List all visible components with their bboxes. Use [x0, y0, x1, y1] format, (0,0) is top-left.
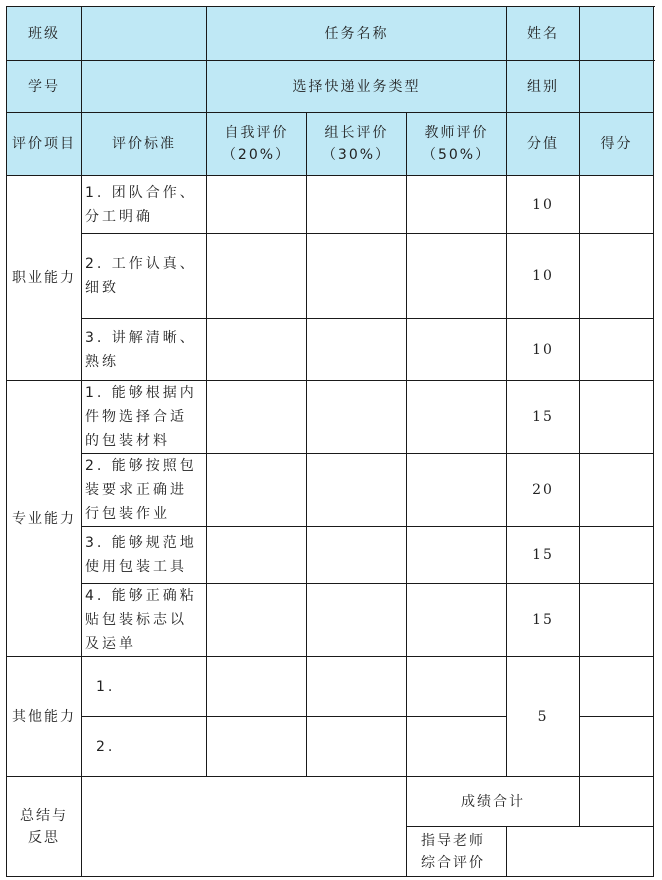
leader-eval-cell[interactable]	[307, 584, 407, 657]
summary-row-1	[7, 777, 654, 827]
section-name: 职业能力	[7, 176, 82, 381]
total-score-field[interactable]	[580, 777, 654, 827]
leader-eval-cell[interactable]	[307, 234, 407, 319]
leader-eval-cell[interactable]	[307, 454, 407, 527]
criteria-text: 1.	[82, 657, 207, 717]
col-leader-eval-title: 组长评价	[324, 125, 389, 141]
teacher-eval-cell[interactable]	[407, 584, 507, 657]
col-teacher-eval	[407, 113, 507, 176]
name-label: 姓名	[507, 7, 580, 61]
teacher-eval-cell[interactable]	[407, 319, 507, 381]
self-eval-cell[interactable]	[207, 234, 307, 319]
leader-eval-cell[interactable]	[307, 381, 407, 454]
name-value-field[interactable]	[580, 7, 654, 61]
criteria-text: 2.	[82, 717, 207, 777]
section-name: 专业能力	[7, 381, 82, 657]
table-row	[7, 657, 654, 717]
col-teacher-eval-title: 教师评价	[424, 125, 489, 141]
teacher-eval-cell[interactable]	[407, 717, 507, 777]
col-points: 分值	[507, 113, 580, 176]
points-value: 10	[507, 176, 580, 234]
criteria-text: 1. 团队合作、分工明确	[82, 176, 207, 234]
score-cell[interactable]	[580, 454, 654, 527]
summary-label-line1: 总结与	[20, 807, 68, 824]
header-row-2	[7, 61, 654, 113]
self-eval-cell[interactable]	[207, 657, 307, 717]
self-eval-cell[interactable]	[207, 454, 307, 527]
teacher-eval-cell[interactable]	[407, 176, 507, 234]
class-value-field[interactable]	[82, 7, 207, 61]
table-row	[7, 381, 654, 454]
score-cell[interactable]	[580, 527, 654, 584]
section-name: 其他能力	[7, 657, 82, 777]
col-criteria: 评价标准	[82, 113, 207, 176]
self-eval-cell[interactable]	[207, 717, 307, 777]
header-row-1	[7, 7, 654, 61]
col-score: 得分	[580, 113, 654, 176]
teacher-eval-cell[interactable]	[407, 527, 507, 584]
leader-eval-cell[interactable]	[307, 319, 407, 381]
teacher-eval-cell[interactable]	[407, 657, 507, 717]
criteria-text: 3. 能够规范地使用包装工具	[82, 527, 207, 584]
self-eval-cell[interactable]	[207, 584, 307, 657]
col-leader-eval	[307, 113, 407, 176]
score-cell[interactable]	[580, 717, 654, 777]
score-cell[interactable]	[580, 234, 654, 319]
column-header-row	[7, 113, 654, 176]
group-label: 组别	[507, 61, 580, 113]
summary-label-line2: 反思	[28, 829, 60, 846]
criteria-text: 3. 讲解清晰、熟练	[82, 319, 207, 381]
table-row	[7, 584, 654, 657]
col-item: 评价项目	[7, 113, 82, 176]
points-value: 15	[507, 527, 580, 584]
class-label: 班级	[7, 7, 82, 61]
points-value: 5	[507, 657, 580, 777]
teacher-eval-cell[interactable]	[407, 454, 507, 527]
score-cell[interactable]	[580, 176, 654, 234]
leader-eval-cell[interactable]	[307, 527, 407, 584]
student-id-value-field[interactable]	[82, 61, 207, 113]
teacher-overall-eval-line2: 综合评价	[421, 854, 485, 871]
points-value: 15	[507, 584, 580, 657]
col-leader-eval-weight: （30%）	[321, 147, 392, 163]
self-eval-cell[interactable]	[207, 381, 307, 454]
leader-eval-cell[interactable]	[307, 657, 407, 717]
teacher-overall-eval-line1: 指导老师	[421, 832, 485, 849]
task-name-label: 任务名称	[207, 7, 507, 61]
col-teacher-eval-weight: （50%）	[421, 147, 492, 163]
total-score-label: 成绩合计	[407, 777, 580, 827]
criteria-text: 4. 能够正确粘贴包装标志以及运单	[82, 584, 207, 657]
col-self-eval-title: 自我评价	[224, 125, 289, 141]
score-cell[interactable]	[580, 319, 654, 381]
criteria-text: 1. 能够根据内件物选择合适的包装材料	[82, 381, 207, 454]
score-cell[interactable]	[580, 657, 654, 717]
teacher-eval-cell[interactable]	[407, 234, 507, 319]
group-value-field[interactable]	[580, 61, 654, 113]
task-name-value: 选择快递业务类型	[207, 61, 507, 113]
points-value: 10	[507, 234, 580, 319]
points-value: 20	[507, 454, 580, 527]
table-row	[7, 527, 654, 584]
col-self-eval-weight: （20%）	[221, 147, 292, 163]
leader-eval-cell[interactable]	[307, 176, 407, 234]
evaluation-form-table	[6, 6, 654, 877]
points-value: 10	[507, 319, 580, 381]
summary-reflection-field[interactable]	[82, 777, 407, 877]
teacher-eval-cell[interactable]	[407, 381, 507, 454]
table-row	[7, 319, 654, 381]
student-id-label: 学号	[7, 61, 82, 113]
criteria-text: 2. 能够按照包装要求正确进行包装作业	[82, 454, 207, 527]
leader-eval-cell[interactable]	[307, 717, 407, 777]
criteria-text: 2. 工作认真、细致	[82, 234, 207, 319]
score-cell[interactable]	[580, 584, 654, 657]
points-value: 15	[507, 381, 580, 454]
table-row	[7, 234, 654, 319]
summary-label	[7, 777, 82, 877]
table-row	[7, 176, 654, 234]
self-eval-cell[interactable]	[207, 527, 307, 584]
teacher-overall-eval-label	[407, 827, 507, 877]
teacher-overall-eval-field[interactable]	[507, 827, 654, 877]
self-eval-cell[interactable]	[207, 319, 307, 381]
self-eval-cell[interactable]	[207, 176, 307, 234]
table-row	[7, 454, 654, 527]
col-self-eval	[207, 113, 307, 176]
score-cell[interactable]	[580, 381, 654, 454]
